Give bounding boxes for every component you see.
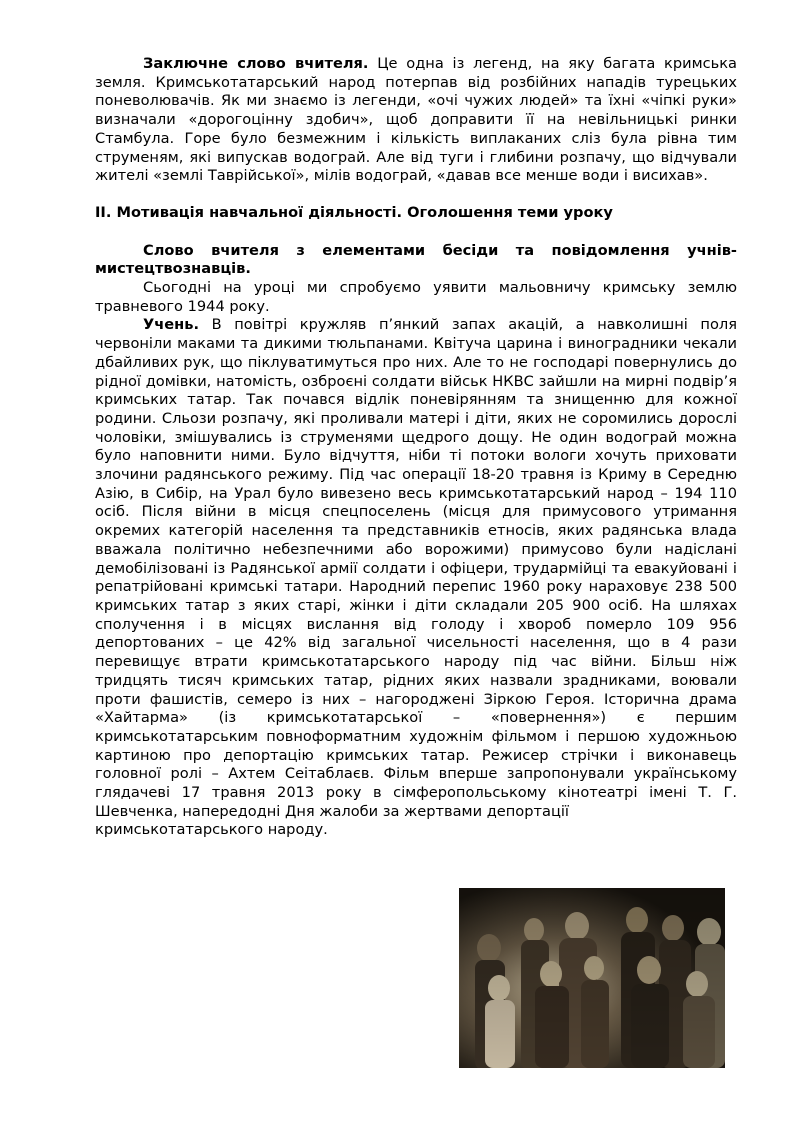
- section-heading: ІІ. Мотивація навчальної діяльності. Оголошення теми уроку: [95, 203, 613, 221]
- paragraph-teacher-word: Слово вчителя з елементами бесіди та повідомлення учнів-мистецтвознавців.: [95, 241, 737, 278]
- paragraph-lead: Заключне слово вчителя.: [143, 55, 369, 72]
- document-page: [95, 55, 737, 840]
- photo-illustration: [459, 888, 725, 1068]
- paragraph-last-line: кримськотатарського народу.: [95, 821, 328, 839]
- paragraph-text: В повітрі кружляв п’янкий запах акацій, а навколишні поля червоніли маками та дикими тюльпанами. Квітуча царина і виноградники чекали дбайливих рук, що піклуватимуться про них. Але то не господарі повернулись до рідної домівки, натомість, озброєні солдати військ НКВС зайшли на мирні подвір’я кримських татар. Так почався відлік поневірянням та знищенню для кожної родини. Сльози розпачу, які проливали матері і діти, яких не соромились дорослі чоловіки, змішувались із струменями щедрого дощу. Не один водограй можна було наповнити ними. Було відчуття, ніби ті потоки вологи хочуть приховати злочини радянського режиму. Під час операції 18-20 травня із Криму в Середню Азію, в Сибір, на Урал було вивезено весь кримськотатарський народ – 194 110 осіб. Після війни в місця спецпоселень (місця для примусового утримання окремих категорій населення та представників етносів, яких радянська влада вважала політично небезпечними або ворожими) примусово були надіслані демобілізовані із Радянської армії солдати і офіцери, трудармійці та евакуйовані і репатрійовані кримські татари. Народний перепис 1960 року нараховує 238 500 кримських татар з яких старі, жінки і діти складали 205 900 осіб. На шляхах сполучення і в місцях вислання від голоду і хвороб померло 109 956 депортованих – це 42% від загальної чисельності населення, що в 4 рази перевищує втрати кримськотатарського народу під час війни. Більш ніж тридцять тисяч кримських татар, рідних яких назвали зрадниками, воювали проти фашистів, семеро із них – нагороджені Зіркою Героя. Історична драма «Хайтарма» (із кримськотатарської – «повернення») є першим кримськотатарським повноформатним художнім фільмом і першою художньою картиною про депортацію кримських татар. Режисер стрічки і виконавець головної ролі – Ахтем Сеітаблаєв. Фільм вперше запропонували українському глядачеві 17 травня 2013 року в сімферопольському кінотеатрі імені Т. Г. Шевченка, напередодні Дня жалоби за жертвами депортації: [95, 316, 737, 820]
- paragraph-intro: Сьогодні на уроці ми спробуємо уявити мальовничу кримську землю травневого 1944 року.: [95, 279, 737, 315]
- paragraph-teacher-conclusion: [95, 55, 737, 186]
- paragraph-student: [95, 316, 737, 821]
- film-still-photo: [459, 888, 725, 1068]
- paragraph-lead: Учень.: [143, 316, 200, 334]
- paragraph-text: Це одна із легенд, на яку багата кримська земля. Кримськотатарський народ потерпав від розбійних нападів турецьких поневолювачів. Як ми знаємо із легенди, «очі чужих людей» та їхні «чіпкі руки» визначали «дорогоцінну здобич», щоб доправити її на невільницькі ринки Стамбула. Горе було безмежним і кількість виплаканих сліз була рівна тим струменям, які випускав водограй. Але від туги і глибини розпачу, що відчували жителі «землі Таврійської», мілів водограй, «давав все менше води і висихав».: [95, 55, 737, 185]
